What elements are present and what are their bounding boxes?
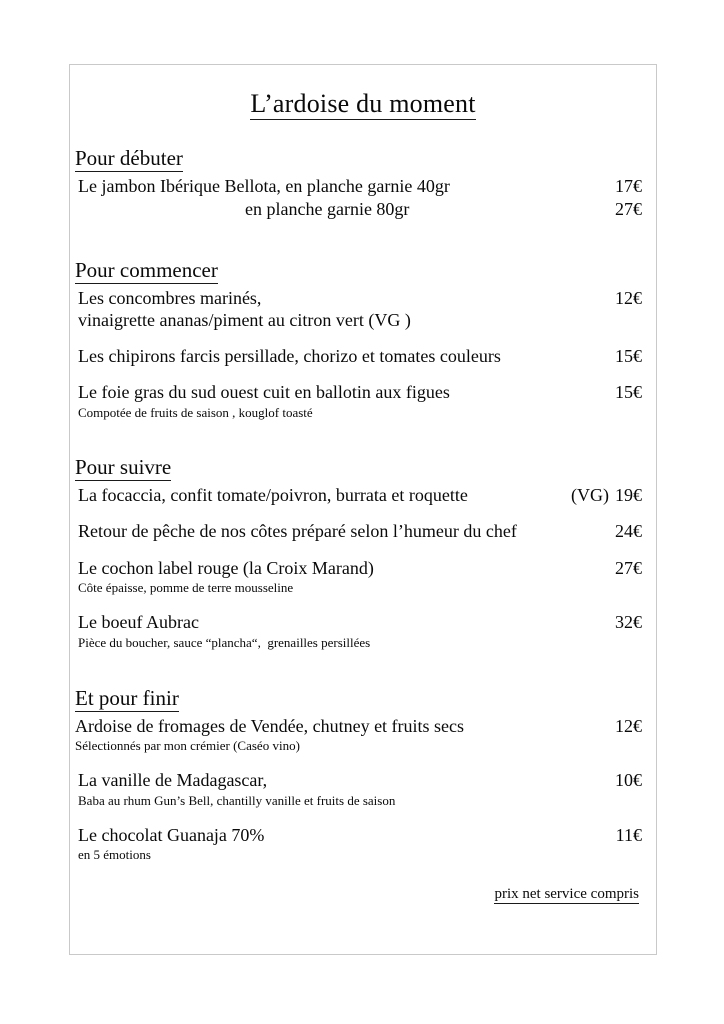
menu-item-price: 10€: [615, 770, 642, 791]
menu-item-main-row: [75, 520, 642, 543]
service-note: [75, 886, 642, 903]
menu-item-name: Le chocolat Guanaja 70%: [78, 824, 265, 845]
page-title: [70, 89, 656, 119]
menu-item: [75, 287, 642, 331]
menu-item-caption: Côte épaisse, pomme de terre mousseline: [78, 580, 294, 596]
menu-item-name: Retour de pêche de nos côtes préparé selon l’humeur du chef: [78, 521, 517, 542]
menu-item-diet-tag: (VG): [571, 484, 609, 505]
menu-item-name: Ardoise de fromages de Vendée, chutney et fruits secs: [75, 715, 465, 736]
menu-item-price: 32€: [615, 612, 642, 633]
menu-item-subline-row: [75, 198, 642, 221]
section-heading-finir-text: Et pour finir: [75, 685, 179, 710]
menu-item-name: Le cochon label rouge (la Croix Marand): [78, 557, 374, 578]
menu-item-caption: Compotée de fruits de saison , kouglof toasté: [78, 404, 313, 420]
menu-item-name: Le boeuf Aubrac: [78, 612, 199, 633]
menu-item-caption: Sélectionnés par mon crémier (Caséo vino): [75, 738, 300, 754]
section-heading-finir: [75, 686, 642, 711]
section-heading-suivre: [75, 455, 642, 480]
menu-item-main-row: [75, 611, 642, 634]
menu-item-main-row: [75, 824, 642, 847]
menu-item: [75, 557, 642, 597]
menu-item-main-row: [75, 287, 642, 310]
section-pour-debuter: [70, 146, 656, 220]
menu-item-price: 27€: [615, 557, 642, 578]
menu-item-caption: Baba au rhum Gun’s Bell, chantilly vanille et fruits de saison: [78, 792, 396, 808]
menu-item-price: 12€: [615, 715, 642, 736]
page-title-text: L’ardoise du moment: [250, 89, 476, 118]
menu-item-price: 15€: [615, 382, 642, 403]
menu-item-main-row: [75, 557, 642, 580]
section-pour-suivre: [70, 455, 656, 652]
section-heading-debuter-text: Pour débuter: [75, 145, 183, 170]
menu-card: [69, 64, 657, 955]
menu-item-subline-price: 27€: [615, 198, 642, 219]
menu-item-price: 17€: [615, 176, 642, 197]
service-note-text: prix net service compris: [494, 885, 639, 902]
menu-item: [75, 824, 642, 864]
menu-item-tag-price-group: [561, 484, 642, 507]
menu-item: [75, 345, 642, 368]
menu-item-caption: en 5 émotions: [78, 847, 151, 863]
section-heading-commencer-text: Pour commencer: [75, 258, 218, 283]
menu-item-subline: en planche garnie 80gr: [245, 198, 410, 219]
menu-item-main-row: [75, 715, 642, 738]
menu-item-name: Les chipirons farcis persillade, chorizo et tomates couleurs: [78, 345, 501, 366]
menu-item-price: 24€: [615, 521, 642, 542]
menu-item-name-line2: vinaigrette ananas/piment au citron vert (VG ): [78, 309, 411, 330]
menu-item: [75, 381, 642, 421]
menu-item-price: 11€: [615, 824, 642, 845]
menu-content: [70, 89, 656, 978]
menu-item: [75, 715, 642, 755]
section-heading-commencer: [75, 258, 642, 283]
section-et-pour-finir: [70, 686, 656, 903]
menu-item-price: 15€: [615, 345, 642, 366]
menu-item-name: La vanille de Madagascar,: [78, 770, 268, 791]
menu-item: [75, 611, 642, 651]
menu-item-main-row: [75, 381, 642, 404]
section-heading-debuter: [75, 146, 642, 171]
menu-item-price: 12€: [615, 288, 642, 309]
menu-item-main-row: [75, 175, 642, 198]
menu-item: [75, 484, 642, 507]
menu-item-name: Le jambon Ibérique Bellota, en planche garnie 40gr: [78, 176, 450, 197]
menu-item-price: 19€: [615, 484, 642, 505]
menu-item-name: Les concombres marinés,: [78, 288, 262, 309]
menu-item: [75, 769, 642, 809]
section-heading-suivre-text: Pour suivre: [75, 454, 172, 479]
menu-item-main-row: [75, 345, 642, 368]
section-pour-commencer: [70, 258, 656, 422]
menu-item-name: Le foie gras du sud ouest cuit en ballotin aux figues: [78, 382, 450, 403]
menu-item: [75, 520, 642, 543]
menu-item: [75, 175, 642, 220]
menu-item-name: La focaccia, confit tomate/poivron, burrata et roquette: [78, 484, 468, 505]
menu-item-main-row: [75, 769, 642, 792]
menu-item-caption: Pièce du boucher, sauce “plancha“, grenailles persillées: [78, 634, 371, 650]
menu-item-main-row: [75, 484, 642, 507]
